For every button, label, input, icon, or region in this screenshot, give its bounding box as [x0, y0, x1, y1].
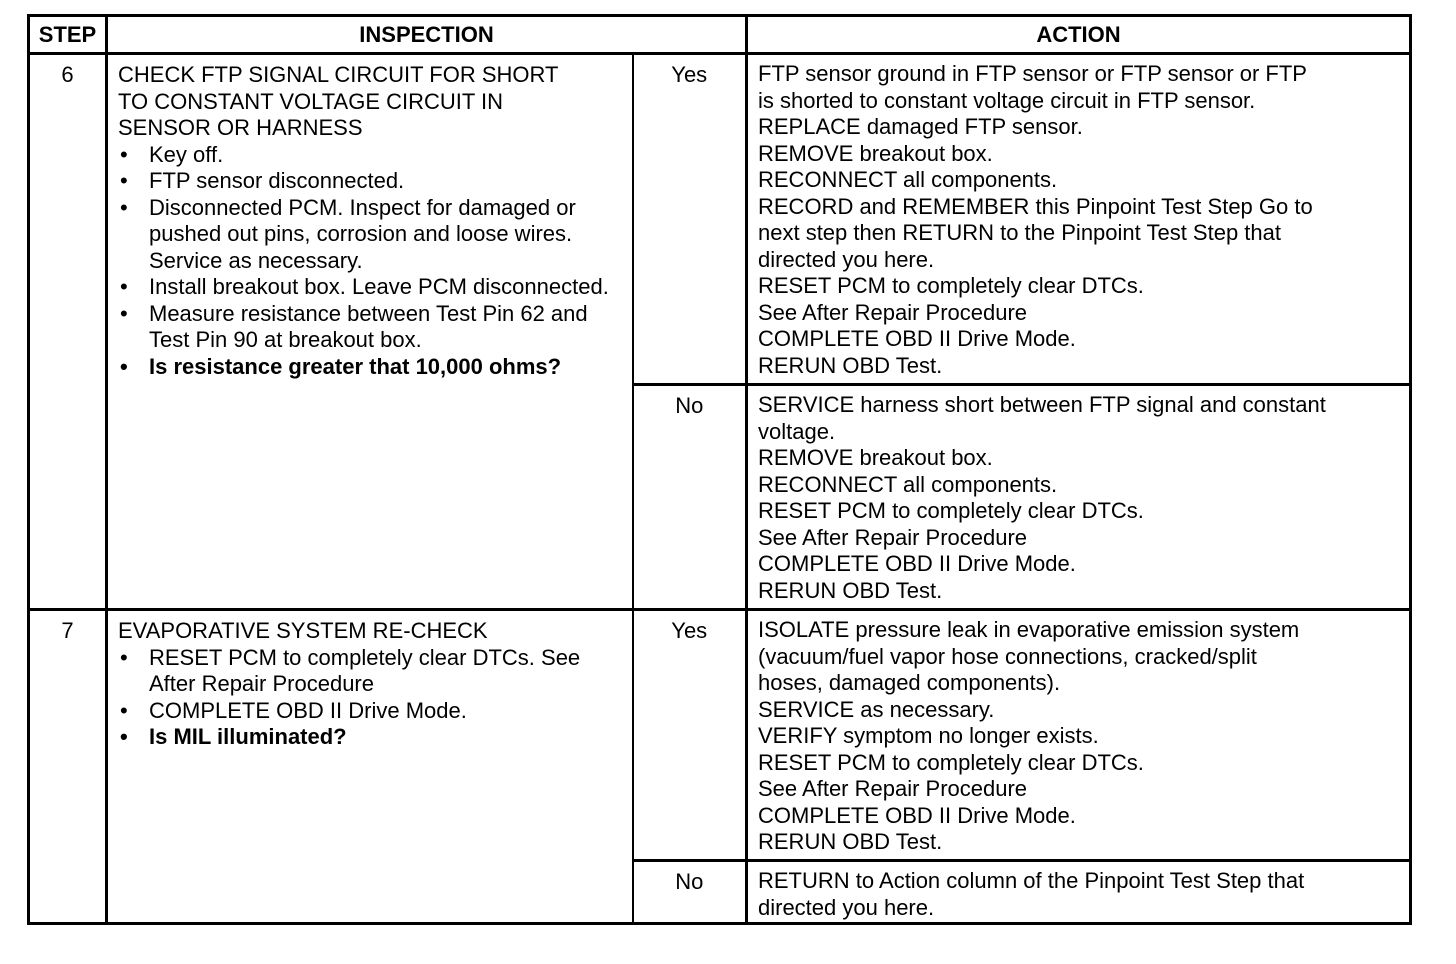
no-label: No — [633, 385, 747, 610]
action-line: See After Repair Procedure — [758, 524, 1028, 550]
action-line: directed you here. — [758, 894, 935, 920]
list-item: • Disconnected PCM. Inspect for damaged or pushed out pins, corrosion and loose wires. Service as necessary. — [120, 194, 576, 273]
inspection-title-line: SENSOR OR HARNESS — [118, 115, 363, 140]
action-line: See After Repair Procedure — [758, 299, 1028, 325]
procedure-document — [27, 14, 1409, 925]
action-line: FTP sensor ground in FTP sensor or FTP sensor or FTP — [758, 61, 1307, 86]
action-line: REMOVE breakout box. — [758, 445, 993, 470]
action-line: (vacuum/fuel vapor hose connections, cracked/split — [758, 643, 1257, 669]
action-line: RECONNECT all components. — [758, 167, 1058, 192]
header-inspection: INSPECTION — [107, 16, 747, 54]
yes-label: Yes — [633, 54, 747, 385]
action-line: RECORD and REMEMBER this Pinpoint Test Step Go to — [758, 193, 1313, 219]
no-label: No — [633, 861, 747, 924]
pinpoint-test-table — [27, 14, 1412, 925]
action-line: ISOLATE pressure leak in evaporative emission system — [758, 617, 1300, 642]
action-line: RERUN OBD Test. — [758, 829, 943, 854]
action-line: See After Repair Procedure — [758, 776, 1028, 801]
action-line: voltage. — [758, 418, 836, 444]
action-line: REMOVE breakout box. — [758, 140, 993, 166]
action-line: hoses, damaged components). — [758, 670, 1061, 695]
list-item: • Install breakout box. Leave PCM disconnected. — [120, 274, 609, 299]
step-number: 6 — [29, 54, 107, 610]
action-line: REPLACE damaged FTP sensor. — [758, 114, 1083, 139]
yes-action-cell — [747, 610, 1411, 861]
inspection-bullet-list — [118, 142, 622, 381]
action-line: COMPLETE OBD II Drive Mode. — [758, 802, 1076, 828]
action-line: RERUN OBD Test. — [758, 352, 943, 378]
action-line: SERVICE harness short between FTP signal and constant — [758, 392, 1326, 417]
inspection-bullet-list — [118, 645, 622, 751]
action-line: VERIFY symptom no longer exists. — [758, 723, 1099, 748]
bullet-icon: • — [120, 697, 128, 723]
yes-label: Yes — [633, 610, 747, 861]
action-line: COMPLETE OBD II Drive Mode. — [758, 326, 1076, 351]
no-action-cell — [747, 861, 1411, 924]
action-line: RESET PCM to completely clear DTCs. — [758, 273, 1144, 298]
inspection-question: • Is MIL illuminated? — [120, 724, 347, 749]
action-line: COMPLETE OBD II Drive Mode. — [758, 551, 1076, 576]
inspection-title-line: EVAPORATIVE SYSTEM RE-CHECK — [118, 618, 488, 643]
bullet-icon: • — [120, 168, 128, 193]
table-row — [29, 54, 1411, 385]
yes-action-cell — [747, 54, 1411, 385]
action-line: RESET PCM to completely clear DTCs. — [758, 749, 1144, 775]
bullet-icon: • — [120, 353, 128, 379]
list-item: • COMPLETE OBD II Drive Mode. — [120, 697, 467, 723]
bullet-icon: • — [120, 274, 128, 299]
action-line: RETURN to Action column of the Pinpoint Test Step that — [758, 868, 1305, 893]
header-row — [29, 16, 1411, 54]
list-item: • Key off. — [120, 141, 224, 167]
action-line: is shorted to constant voltage circuit in FTP sensor. — [758, 87, 1256, 113]
list-item: • Measure resistance between Test Pin 62 and Test Pin 90 at breakout box. — [120, 300, 588, 352]
header-step: STEP — [29, 16, 107, 54]
list-item: • FTP sensor disconnected. — [120, 168, 405, 193]
bullet-icon: • — [120, 194, 128, 220]
bullet-icon: • — [120, 644, 128, 670]
list-item: • RESET PCM to completely clear DTCs. See After Repair Procedure — [120, 644, 581, 696]
no-action-cell — [747, 385, 1411, 610]
action-line: next step then RETURN to the Pinpoint Test Step that — [758, 220, 1281, 245]
inspection-cell — [107, 54, 633, 610]
table-row — [29, 610, 1411, 861]
action-line: RERUN OBD Test. — [758, 577, 943, 603]
inspection-title-line: CHECK FTP SIGNAL CIRCUIT FOR SHORT — [118, 62, 559, 87]
bullet-icon: • — [120, 724, 128, 749]
action-line: SERVICE as necessary. — [758, 696, 995, 722]
action-line: directed you here. — [758, 246, 935, 272]
header-action: ACTION — [747, 16, 1411, 54]
step-number: 7 — [29, 610, 107, 924]
action-line: RESET PCM to completely clear DTCs. — [758, 498, 1144, 523]
bullet-icon: • — [120, 300, 128, 326]
inspection-title-line: TO CONSTANT VOLTAGE CIRCUIT IN — [118, 88, 504, 114]
inspection-cell — [107, 610, 633, 924]
bullet-icon: • — [120, 141, 128, 167]
action-line: RECONNECT all components. — [758, 471, 1058, 497]
inspection-question: • Is resistance greater that 10,000 ohms? — [120, 353, 562, 379]
